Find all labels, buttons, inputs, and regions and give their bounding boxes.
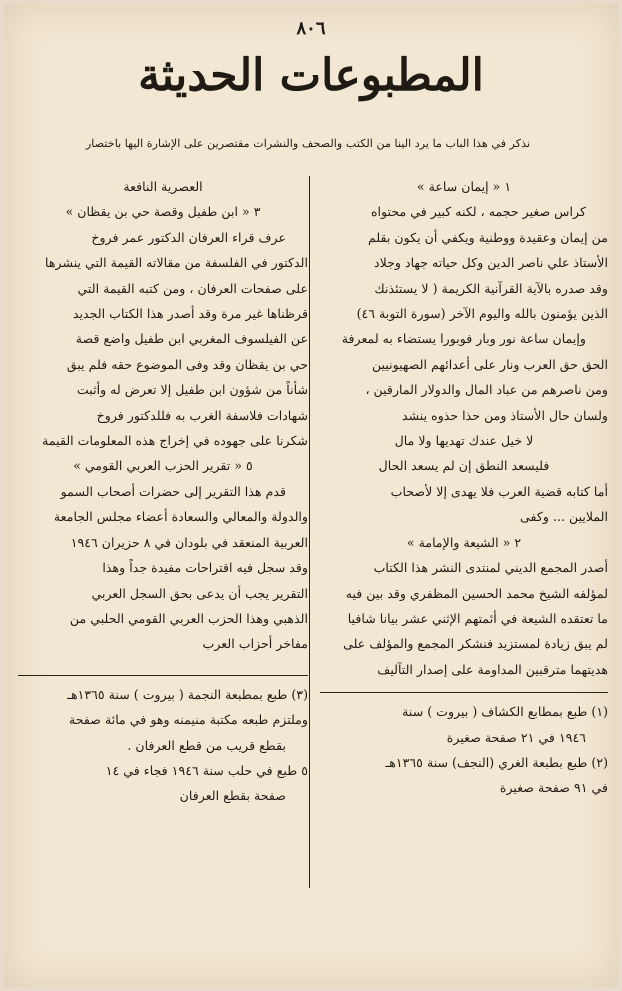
footnote-line: (٣) طبع بمطبعة النجمة ( بيروت ) سنة ١٣٦٥هـ — [67, 686, 308, 702]
item-2-line: أصدر المجمع الديني لمنتدى النشر هذا الكتاب — [373, 560, 608, 576]
item-5-line: مفاخر أحزاب العرب — [202, 636, 308, 652]
item-5-line: والدولة والمعالي والسعادة أعضاء مجلس الجامعة — [53, 509, 308, 525]
continuation-line: العصرية النافعة — [123, 179, 203, 194]
item-1-line: من إيمان وعقيدة ووطنية ويكفي أن يكون بقلم — [367, 229, 608, 245]
page-number: ٨٠٦ — [296, 18, 326, 39]
item-3-line: شكرنا على جهوده في إخراج هذه المعلومات القيمة — [42, 433, 308, 449]
item-5-title: ٥ « تقرير الحزب العربي القومي » — [73, 458, 253, 474]
item-3-line: الدكتور في الفلسفة من مقالاته القيمة التي ينشرها — [45, 255, 308, 271]
footnote-line: بقطع قريب من قطع العرفان . — [127, 737, 286, 753]
item-2-line: لم يبق زيادة لمستزيد فنشكر المجمع والمؤلف على — [343, 636, 608, 652]
footnotes-right — [320, 692, 608, 801]
item-1-line: الحق حق العرب ونار على أعدائهم الصهيونيين — [371, 356, 608, 372]
column-divider — [309, 176, 310, 888]
item-1-line: وقد صدره بالآية القرآنية الكريمة ( لا يستئذنك — [374, 280, 608, 296]
poem-verse: لا خيل عندك تهديها ولا مال — [394, 433, 534, 449]
item-3-line: قرظناها غير مرة وقد أصدر هذا الكتاب الجديد — [72, 306, 308, 322]
item-3-line: شأناً من شؤون ابن طفيل إلا تعرض له وأثبت — [76, 382, 308, 398]
item-2-line: لمؤلفه الشيخ محمد الحسين المظفري وقد بين فيه — [345, 585, 608, 601]
item-1-line: الملايين ... وكفى — [520, 509, 608, 525]
item-1-line: الأستاذ علي ناصر الدين وكل حياته جهاد وجلاد — [373, 255, 608, 271]
item-1-line: ومن ناصرهم من عباد المال والدولار المارقين ، — [365, 382, 608, 398]
item-3-line: على صفحات العرفان ، ومن كتبه القيمة التي — [77, 280, 308, 296]
item-1-line: ولسان حال الأستاذ ومن حذا حذوه ينشد — [401, 407, 608, 423]
poem-verse: فليسعد النطق إن لم يسعد الحال — [378, 458, 550, 474]
section-title: المطبوعات الحديثة — [138, 50, 484, 101]
item-5-line: الذهبي وهذا الحزب العربي القومي الحلبي من — [69, 610, 308, 626]
footnote-line: (٢) طبع بطبعة الغري (النجف) سنة ١٣٦٥هـ — [385, 754, 608, 770]
footnote-line: صفحة بقطع العرفان — [179, 788, 286, 804]
item-2-title: ٢ « الشيعة والإمامة » — [406, 534, 522, 550]
item-3-line: عن الفيلسوف المغربي ابن طفيل واضع قصة — [75, 331, 308, 347]
right-column — [320, 174, 608, 801]
item-3-line: شهادات فلاسفة الغرب به فللدكتور فروخ — [96, 407, 308, 423]
footnote-line: ١٩٤٦ في ٢١ صفحة صغيرة — [446, 729, 586, 745]
item-5-line: العربية المنعقد في بلودان في ٨ حزيران ١٩٤٦ — [70, 534, 308, 550]
footnotes-left — [18, 675, 308, 809]
left-column — [18, 174, 308, 809]
item-1-line: الذين يؤمنون بالله واليوم الآخر (سورة التوبة ٤٦) — [356, 306, 608, 322]
item-2-line: هديتهما مترقبين المداومة على إصدار التآليف — [377, 661, 608, 677]
item-5-line: قدم هذا التقرير إلى حضرات أصحاب السمو — [60, 483, 286, 499]
intro-text: نذكر في هذا الباب ما يرد الينا من الكتب والصحف والنشرات مقتصرين على الإشارة اليها باختصار — [85, 137, 531, 150]
item-1-line: وإيمان ساعة نور وبار فوبورا يستضاء به لمعرفة — [341, 331, 586, 347]
footnote-line: ٥ طبع في حلب سنة ١٩٤٦ فجاء في ١٤ — [105, 762, 308, 778]
footnote-line: وملتزم طبعه مكتبة منيمنه وهو في مائة صفحة — [69, 712, 308, 728]
item-1-line: أما كتابه قضية العرب فلا يهدى إلا لأصحاب — [390, 483, 608, 499]
item-5-line: التقرير يجب أن يدعى بحق السجل العربي — [91, 585, 308, 601]
item-5-line: وقد سجل فيه اقتراحات مفيدة جداً وهذا — [102, 560, 308, 576]
item-1-line: كراس صغير حجمه ، لكنه كبير في محتواه — [370, 204, 586, 220]
item-2-line: ما تعتقده الشيعة في أئمتهم الإثني عشر بيانا شافيا — [347, 610, 608, 626]
item-3-line: حي بن يقظان وقد وفى الموضوع حقه فلم يبق — [66, 356, 308, 372]
footnote-line: في ٩١ صفحة صغيرة — [499, 780, 608, 796]
item-3-line: عرف قراء العرفان الدكتور عمر فروخ — [91, 229, 286, 245]
item-3-title: ٣ « ابن طفيل وقصة حي بن يقظان » — [65, 204, 261, 220]
item-1-title: ١ « إيمان ساعة » — [416, 179, 512, 194]
footnote-line: (١) طبع بمطابع الكشاف ( بيروت ) سنة — [402, 704, 608, 720]
